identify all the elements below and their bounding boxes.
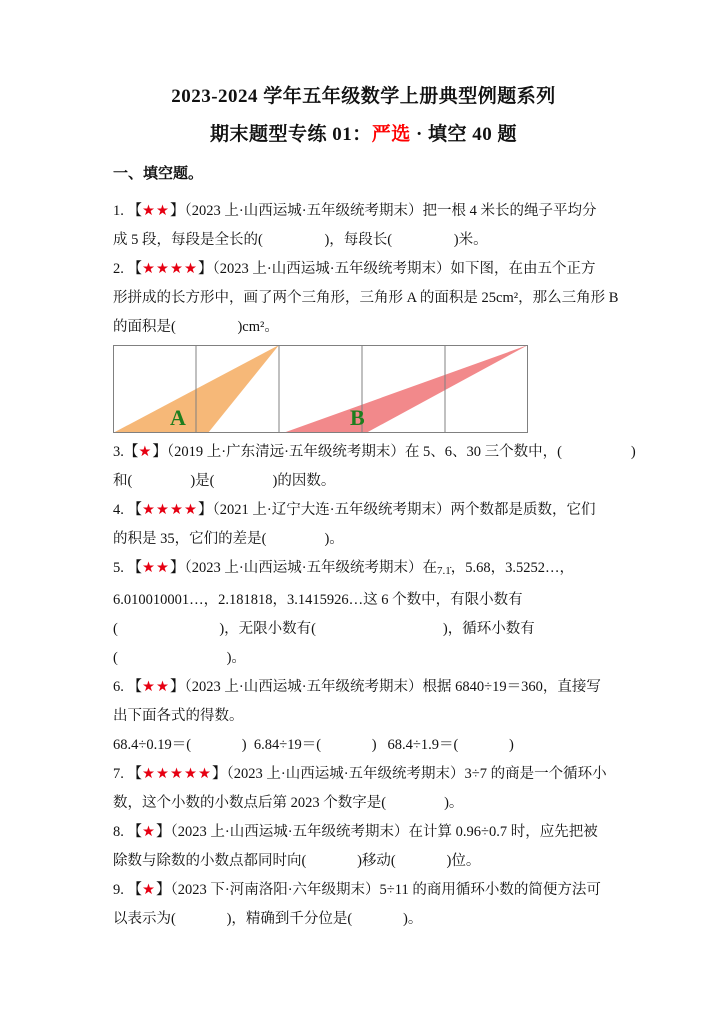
document-subtitle [113,122,614,148]
star-rating: ★★ [142,679,170,695]
figure-canvas [113,345,528,433]
star-rating: ★ [138,444,153,460]
bracket-open: 【 [123,444,139,460]
question-line: 形拼成的长方形中，画了两个三角形，三角形 A 的面积是 25cm²，那么三角形 B [113,290,619,306]
question-line: ( )。 [113,650,246,666]
question-line [113,876,614,905]
question-number: 7. [113,766,128,782]
question-line: 出下面各式的得数。 [113,708,244,724]
question-number: 2. [113,261,128,277]
bracket-close: 】 [156,824,171,840]
subtitle-prefix: 期末题型专练 01： [209,124,372,145]
document-title: 2023-2024 学年五年级数学上册典型例题系列 [171,86,556,107]
section-heading: 一、填空题。 [113,166,204,182]
question-line: 数，这个小数的小数点后第 2023 个数字是( )。 [113,795,464,811]
question-text: （2023 上·山西运城·五年级统考期末）3÷7 的商是一个循环小 [226,766,607,782]
subtitle-highlight: 严选 [371,124,411,145]
question-2 [113,255,619,342]
question-9 [113,876,614,934]
question-1 [113,197,614,255]
question-number: 8. [113,824,128,840]
question-number: 1. [113,203,128,219]
subtitle-suffix: · 填空 40 题 [410,124,518,145]
star-rating: ★ [142,882,156,898]
bracket-close: 】 [170,203,185,219]
question-4 [113,496,614,554]
question-line: ( )，无限小数有( )，循环小数有 [113,621,535,637]
question-line [113,255,614,284]
question-line: 以表示为( )，精确到千分位是( )。 [113,911,423,927]
question-line: 的面积是( )cm²。 [113,319,279,335]
geometry-figure [113,345,614,433]
bracket-close: 】 [212,766,227,782]
question-line: 6.010010001…，2.181818，3.1415926…这 6 个数中，有限小数有 [113,592,523,608]
bracket-close: 】 [156,882,171,898]
question-line [113,438,636,467]
bracket-open: 【 [127,560,142,576]
bracket-close: 】 [170,560,185,576]
question-5 [113,554,614,673]
question-text: （2023 下·河南洛阳·六年级期末）5÷11 的商用循环小数的简便方法可 [170,882,601,898]
star-rating: ★★★★ [142,502,198,518]
bracket-open: 【 [127,679,142,695]
triangle-b [283,345,528,433]
question-number: 3. [113,444,124,460]
repeating-decimal: 7.1̇ [437,565,451,577]
triangle-b-label: B [350,405,365,430]
question-line: 68.4÷0.19＝( ) 6.84÷19＝( ) 68.4÷1.9＝( ) [113,737,514,753]
question-7 [113,760,614,818]
bracket-open: 【 [127,824,142,840]
question-8 [113,818,614,876]
star-rating: ★ [142,824,156,840]
question-line: 和( )是( )的因数。 [113,473,336,489]
bracket-close: 】 [152,444,167,460]
question-line [113,496,614,525]
bracket-close: 】 [198,502,213,518]
bracket-close: 】 [170,679,185,695]
question-number: 6. [113,679,128,695]
question-line: 除数与除数的小数点都同时向( )移动( )位。 [113,853,481,869]
bracket-open: 【 [127,203,142,219]
bracket-open: 【 [127,502,142,518]
question-line: 成 5 段，每段是全长的( )，每段长( )米。 [113,232,488,248]
bracket-open: 【 [127,261,142,277]
question-text: （2023 上·山西运城·五年级统考期末）在 [184,560,438,576]
star-rating: ★★★★★ [142,766,212,782]
question-6 [113,673,614,760]
star-rating: ★★ [142,560,170,576]
question-line [113,760,614,789]
question-number: 4. [113,502,128,518]
question-text: （2021 上·辽宁大连·五年级统考期末）两个数都是质数，它们 [212,502,596,518]
question-line [113,818,614,847]
question-text: （2023 上·山西运城·五年级统考期末）在计算 0.96÷0.7 时，应先把被 [170,824,598,840]
star-rating: ★★★★ [142,261,198,277]
question-number: 5. [113,560,128,576]
question-line [113,197,614,226]
star-rating: ★★ [142,203,170,219]
question-number: 9. [113,882,128,898]
question-text: （2023 上·山西运城·五年级统考期末）如下图，在由五个正方 [212,261,596,277]
question-text: （2023 上·山西运城·五年级统考期末）根据 6840÷19＝360，直接写 [184,679,601,695]
question-text: （2023 上·山西运城·五年级统考期末）把一根 4 米长的绳子平均分 [184,203,597,219]
question-line [113,673,614,702]
bracket-close: 】 [198,261,213,277]
question-line [113,554,614,586]
question-text: ，5.68，3.5252…， [450,560,575,576]
question-line: 的积是 35，它们的差是( )。 [113,531,344,547]
question-text: （2019 上·广东清远·五年级统考期末）在 5、6、30 三个数中，( ) [166,444,636,460]
triangle-a-label: A [170,405,186,430]
bracket-open: 【 [127,882,142,898]
question-3 [113,438,636,496]
bracket-open: 【 [127,766,142,782]
